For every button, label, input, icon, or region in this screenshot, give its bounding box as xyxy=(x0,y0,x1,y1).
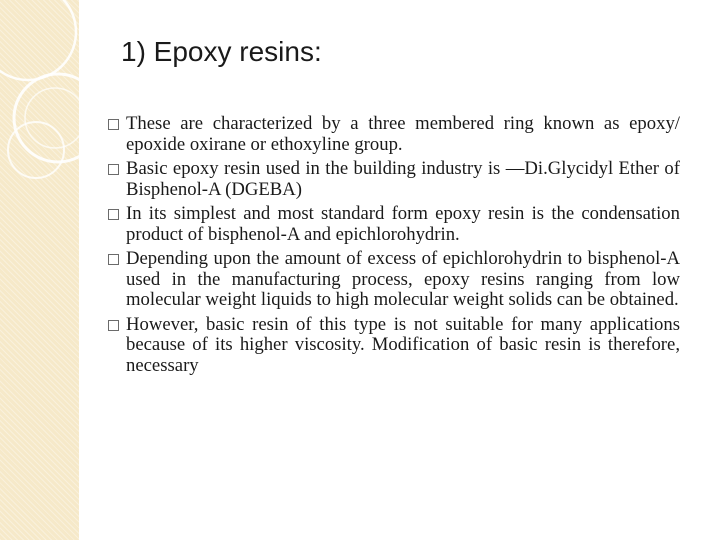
bullet-text: In its simplest and most standard form epoxy resin is the condensation product of bisphenol-A and epichlorohydrin. xyxy=(126,203,680,245)
bullet-item xyxy=(108,159,680,200)
decorative-circle-large xyxy=(0,0,76,80)
bullet-item xyxy=(108,315,680,377)
decorative-circle-medium xyxy=(14,74,102,162)
bullet-text: These are characterized by a three membered ring known as epoxy/ epoxide oxirane or ethoxyline group. xyxy=(126,113,680,155)
bullet-text: However, basic resin of this type is not suitable for many applications because of its higher viscosity. Modification of basic resin is therefore, necessary xyxy=(126,313,680,376)
bullet-text: Depending upon the amount of excess of epichlorohydrin to bisphenol-A used in the manufacturing process, epoxy resins ranging from low molecular weight liquids to high molecular weight solids can be obtained. xyxy=(126,248,680,310)
decorative-circle-inner xyxy=(25,88,85,148)
square-bullet-icon xyxy=(108,119,119,130)
slide-title: 1) Epoxy resins: xyxy=(121,36,322,67)
decorative-circle-small xyxy=(8,122,64,178)
bullet-text: Basic epoxy resin used in the building industry is —Di.Glycidyl Ether of Bisphenol-A (DGEBA) xyxy=(126,158,680,200)
square-bullet-icon xyxy=(108,320,119,331)
square-bullet-icon xyxy=(108,254,119,265)
bullet-item xyxy=(108,249,680,311)
bullet-item xyxy=(108,204,680,245)
square-bullet-icon xyxy=(108,164,119,175)
square-bullet-icon xyxy=(108,209,119,220)
bullet-list xyxy=(108,114,680,380)
bullet-item xyxy=(108,114,680,155)
